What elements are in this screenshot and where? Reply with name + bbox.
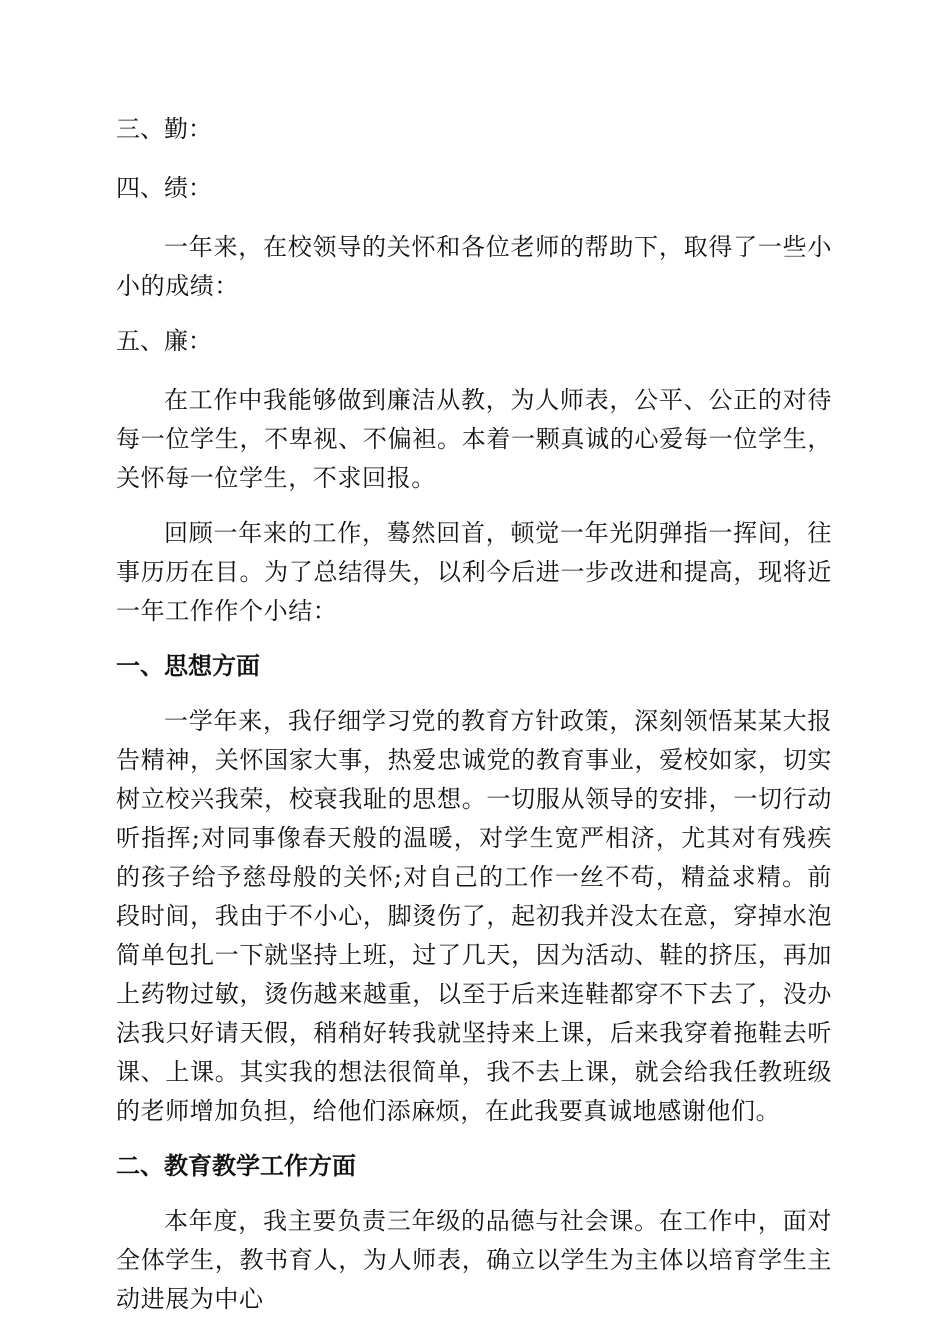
heading-thought: 一、思想方面 <box>116 652 260 680</box>
paragraph-teaching: 本年度，我主要负责三年级的品德与社会课。在工作中，面对全体学生，教书育人，为人师表，确立以学生为主体以培育学生主动进展为中心 <box>116 1207 832 1313</box>
heading-teaching: 二、教育教学工作方面 <box>116 1152 356 1180</box>
heading-lian: 五、廉： <box>116 327 212 355</box>
paragraph-thought: 一学年来，我仔细学习党的教育方针政策，深刻领悟某某大报告精神，关怀国家大事，热爱忠诚党的教育事业，爱校如家，切实树立校兴我荣，校衰我耻的思想。一切服从领导的安排，一切行动听指挥;对同事像春天般的温暖，对学生宽严相济，尤其对有残疾的孩子给予慈母般的关怀;对自己的工作一丝不苟，精益求精。前段时间，我由于不小心，脚烫伤了，起初我并没太在意，穿掉水泡简单包扎一下就坚持上班，过了几天，因为活动、鞋的挤压，再加上药物过敏，烫伤越来越重，以至于后来连鞋都穿不下去了，没办法我只好请天假，稍稍好转我就坚持来上课，后来我穿着拖鞋去听课、上课。其实我的想法很简单，我不去上课，就会给我任教班级的老师增加负担，给他们添麻烦，在此我要真诚地感谢他们。 <box>116 707 832 1125</box>
paragraph-review: 回顾一年来的工作，蓦然回首，顿觉一年光阴弹指一挥间，往事历历在目。为了总结得失，以利今后进一步改进和提高，现将近一年工作作个小结： <box>116 519 832 625</box>
paragraph-ji: 一年来，在校领导的关怀和各位老师的帮助下，取得了一些小小的成绩： <box>116 233 832 300</box>
heading-qin: 三、勤： <box>116 115 212 143</box>
heading-ji: 四、绩： <box>116 174 212 202</box>
paragraph-lian: 在工作中我能够做到廉洁从教，为人师表，公平、公正的对待每一位学生，不卑视、不偏袒。本着一颗真诚的心爱每一位学生，关怀每一位学生，不求回报。 <box>116 386 832 492</box>
document-page <box>116 110 832 1335</box>
